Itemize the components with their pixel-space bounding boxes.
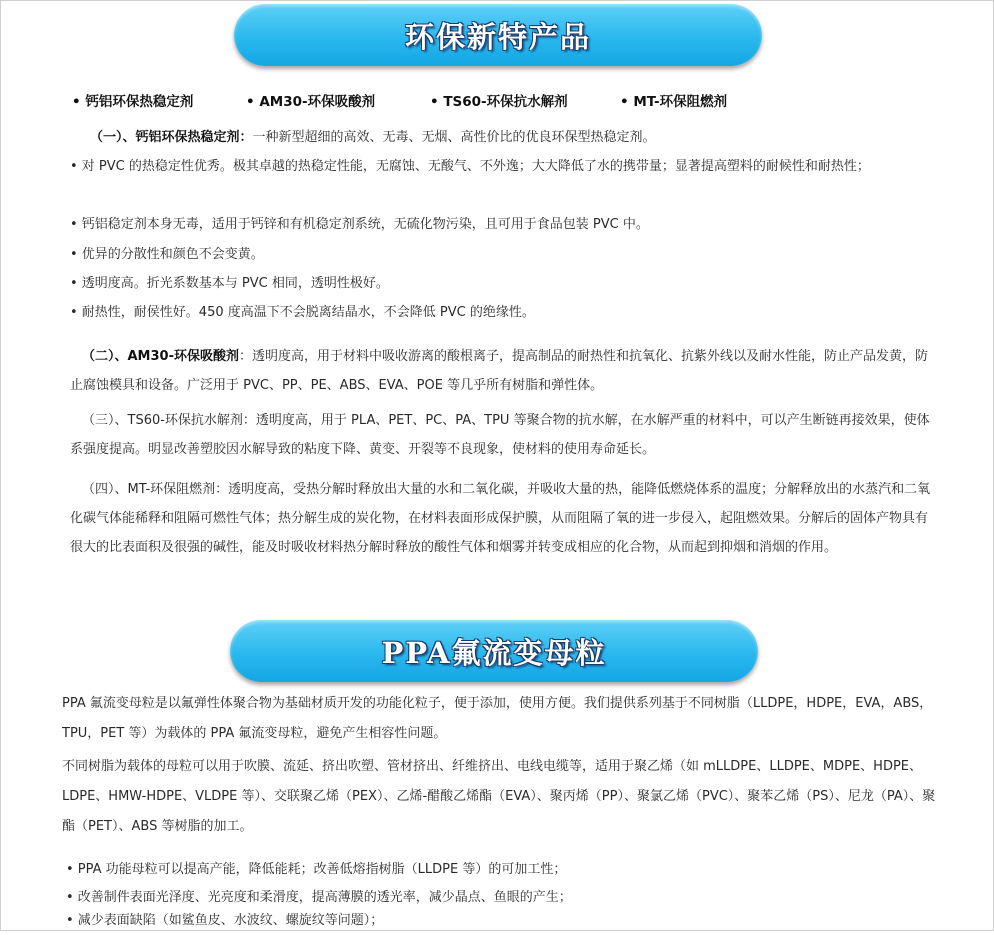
ppa-bullet: • PPA 功能母粒可以提高产能，降低能耗；改善低熔指树脂（LLDPE 等）的可加工性； bbox=[66, 862, 567, 877]
section1-bullet: • 优异的分散性和颜色不会变黄。 bbox=[70, 247, 264, 262]
section2-heading: （二）、AM30-环保吸酸剂 bbox=[82, 349, 239, 364]
ppa-paragraph-intro: PPA 氟流变母粒是以氟弹性体聚合物为基础材质开发的功能化粒子，便于添加，使用方便。我们提供系列基于不同树脂（LLDPE，HDPE，EVA，ABS，TPU，PET 等）为载体的 PPA 氟流变母粒，避免产生相容性问题。 bbox=[62, 696, 933, 741]
tag-mt-flame-retardant: • MT-环保阻燃剂 bbox=[620, 94, 728, 110]
section1-bullet: • 钙铝稳定剂本身无毒，适用于钙锌和有机稳定剂系统，无硫化物污染，且可用于食品包装 PVC 中。 bbox=[70, 217, 649, 232]
section1-bullet: • 对 PVC 的热稳定性优秀。极其卓越的热稳定性能，无腐蚀、无酸气、不外逸；大大降低了水的携带量；显著提高塑料的耐候性和耐热性； bbox=[70, 159, 870, 174]
section1-bullet: • 耐热性，耐侯性好。450 度高温下不会脱离结晶水，不会降低 PVC 的绝缘性。 bbox=[70, 305, 535, 320]
ppa-paragraph-applications: 不同树脂为载体的母粒可以用于吹膜、流延、挤出吹塑、管材挤出、纤维挤出、电线电缆等，适用于聚乙烯（如 mLLDPE、LLDPE、MDPE、HDPE、LDPE、HMW-HDPE、VLDPE 等）、交联聚乙烯（PEX）、乙烯-醋酸乙烯酯（EVA）、聚丙烯（PP）、聚氯乙烯（PVC）、聚苯乙烯（PS）、尼龙（PA）、聚酯（PET）、ABS 等树脂的加工。 bbox=[62, 759, 936, 834]
product-tag-row bbox=[72, 90, 952, 110]
section1-heading: （一）、钙铝环保热稳定剂： bbox=[90, 130, 253, 145]
tag-calcium-aluminum-stabilizer: • 钙铝环保热稳定剂 bbox=[72, 94, 194, 110]
ppa-bullet: • 减少表面缺陷（如鲨鱼皮、水波纹、螺旋纹等问题）； bbox=[66, 913, 384, 928]
section1-intro: 一种新型超细的高效、无毒、无烟、高性价比的优良环保型热稳定剂。 bbox=[252, 130, 656, 145]
section2-paragraph bbox=[70, 342, 935, 400]
section1-bullet: • 透明度高。折光系数基本与 PVC 相同，透明性极好。 bbox=[70, 276, 389, 291]
section1-heading-paragraph bbox=[90, 124, 950, 152]
banner-title: PPA氟流变母粒 bbox=[381, 635, 607, 670]
ppa-bullet: • 改善制件表面光泽度、光亮度和柔滑度，提高薄膜的透光率，减少晶点、鱼眼的产生； bbox=[66, 890, 572, 905]
section-banner-eco-products bbox=[234, 4, 762, 66]
section3-paragraph: （三）、TS60-环保抗水解剂：透明度高，用于 PLA、PET、PC、PA、TPU 等聚合物的抗水解，在水解严重的材料中，可以产生断链再接效果，使体系强度提高。明显改善塑胶因水解导致的粘度下降、黄变、开裂等不良现象，使材料的使用寿命延长。 bbox=[70, 413, 930, 457]
banner-title: 环保新特产品 bbox=[404, 19, 591, 54]
section2-text: ：透明度高，用于材料中吸收游离的酸根离子，提高制品的耐热性和抗氧化、抗紫外线以及耐水性能，防止产品发黄，防止腐蚀模具和设备。广泛用于 PVC、PP、PE、ABS、EVA、POE 等几乎所有树脂和弹性体。 bbox=[70, 349, 928, 393]
section-banner-ppa bbox=[230, 620, 758, 682]
tag-am30-acid-absorber: • AM30-环保吸酸剂 bbox=[246, 94, 376, 110]
tag-ts60-anti-hydrolysis: • TS60-环保抗水解剂 bbox=[430, 94, 568, 110]
section4-paragraph: （四）、MT-环保阻燃剂：透明度高，受热分解时释放出大量的水和二氧化碳，并吸收大量的热，能降低燃烧体系的温度；分解释放出的水蒸汽和二氧化碳气体能稀释和阻隔可燃性气体；热分解生成的炭化物，在材料表面形成保护膜，从而阻隔了氧的进一步侵入，起阻燃效果。分解后的固体产物具有很大的比表面积及很强的碱性，能及时吸收材料热分解时释放的酸性气体和烟雾并转变成相应的化合物，从而起到抑烟和消烟的作用。 bbox=[70, 482, 931, 555]
